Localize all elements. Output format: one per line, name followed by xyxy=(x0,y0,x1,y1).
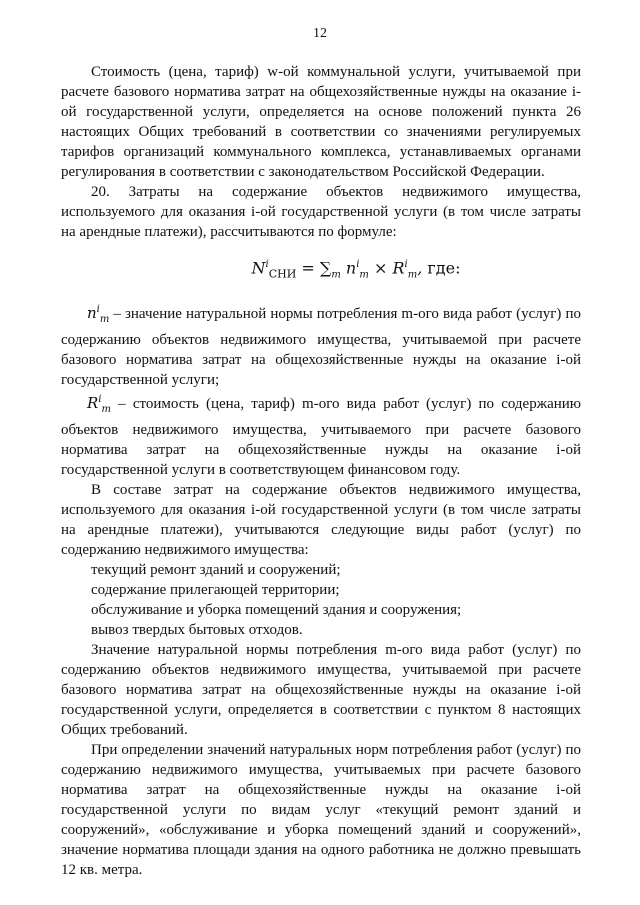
paragraph-area-limit: При определении значений натуральных норм потребления работ (услуг) по содержанию недвижимого имущества, учитываемых при расчете базового норматива затрат на общехозяйственные нужды на оказание i-ой государственной услуги по видам услуг «текущий ремонт зданий и сооружений», «обслуживание и уборка помещений зданий и сооружений», значение норматива площади здания на одного работника не должно превышать 12 кв. метра. xyxy=(61,741,581,878)
list-item: вывоз твердых бытовых отходов. xyxy=(91,621,303,638)
page-number: 12 xyxy=(313,26,327,41)
paragraph-20-real-estate: 20. Затраты на содержание объектов недвижимого имущества, используемого для оказания i-ой государственной услуги (в том числе затраты на арендные платежи), рассчитываются по формуле: xyxy=(61,184,581,240)
paragraph-natural-norm: Значение натуральной нормы потребления m-ого вида работ (услуг) по содержанию объектов недвижимого имущества, учитываемой при расчете базового норматива затрат на общехозяйственные нужды на оказание i-ой государственной услуги, определяется в соответствии с пунктом 8 настоящих Общих требований. xyxy=(61,641,581,738)
list-item: содержание прилегающей территории; xyxy=(91,581,340,598)
definition-n xyxy=(61,300,581,390)
works-list xyxy=(61,560,581,640)
paragraph-composition: В составе затрат на содержание объектов недвижимого имущества, используемого для оказания i-ой государственной услуги (в том числе затраты на арендные платежи), учитываются следующие виды работ (услуг) по содержанию недвижимого имущества: xyxy=(61,481,581,558)
symbol-r: $R^i_m$ xyxy=(87,393,111,415)
definition-r-text: – стоимость (цена, тариф) m-ого вида работ (услуг) по содержанию объектов недвижимого имущества, учитываемого при расчете базового норматива затрат на общехозяйственные нужды на оказание i-ой государственной услуги в соответствующем финансовом году. xyxy=(61,395,581,478)
paragraph-utility-cost: Стоимость (цена, тариф) w-ой коммунальной услуги, учитываемой при расчете базового норматива затрат на общехозяйственные нужды на оказание i-ой государственной услуги, определяется на основе положений пункта 26 настоящих Общих требований в соответствии со значениями регулируемых тарифов организаций коммунального комплекса, устанавливаемых органами регулирования в соответствии с законодательством Российской Федерации. xyxy=(61,64,581,180)
document-body xyxy=(61,62,581,880)
list-item: текущий ремонт зданий и сооружений; xyxy=(91,561,341,578)
definition-r xyxy=(61,390,581,480)
formula-real-estate-cost: $N^i_{СНИ} = \sum_m$ $n^i_m \times R^i_m$, где: xyxy=(251,258,461,281)
symbol-n: $n^i_m$ xyxy=(87,303,110,325)
definition-n-text: – значение натуральной нормы потребления m-ого вида работ (услуг) по содержанию объектов недвижимого имущества, учитываемой при расчете базового норматива затрат на общехозяйственные нужды на оказание i-ой государственной услуги; xyxy=(61,305,581,388)
list-item: обслуживание и уборка помещений здания и сооружения; xyxy=(91,601,462,618)
